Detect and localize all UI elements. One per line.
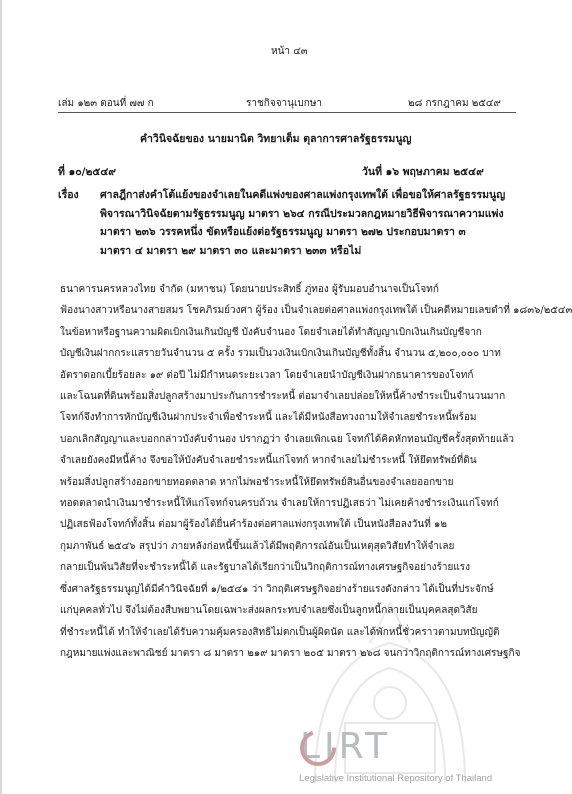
lirt-emblem-icon xyxy=(298,728,338,768)
subject-line: พิจารณาวินิจฉัยตามรัฐธรรมนูญ มาตรา ๒๖๔ กรณีประมวลกฎหมายวิธีพิจารณาความแพ่ง xyxy=(100,207,504,220)
subject-line: ศาลฎีกาส่งคำโต้แย้งของจำเลยในคดีแพ่งของศาลแพ่งกรุงเทพใต้ เพื่อขอให้ศาลรัฐธรรมนูญ xyxy=(100,189,506,201)
document-title: คำวินิจฉัยของ นายมานิต วิทยาเต็ม ตุลาการศาลรัฐธรรมนูญ xyxy=(140,133,412,145)
body-line: พร้อมสิ่งปลูกสร้างออกขายทอดตลาด หากไม่พอชำระหนี้ให้ยึดทรัพย์สินอื่นของจำเลยออกขาย xyxy=(60,476,454,488)
body-line: บัญชีเงินฝากกระแสรายวันจำนวน ๕ ครั้ง รวมเป็นวงเงินเบิกเงินเกินบัญชีทั้งสิ้น จำนวน ๕,๒๐๐,๐๐๐ บาท xyxy=(60,348,501,360)
gazette-date: ๒๘ กรกฎาคม ๒๕๔๙ xyxy=(408,98,501,109)
body-line: บอกเลิกสัญญาและบอกกล่าวบังคับจำนอง ปรากฏว่า จำเลยเพิกเฉย โจทก์ได้คิดหักทอนบัญชีครั้งสุดท้ายแล้ว xyxy=(60,433,515,445)
body-line: ฟ้องนางสาวหรือนางสายสมร โชคภิรมย์วงศา ผู้ร้อง เป็นจำเลยต่อศาลแพ่งกรุงเทพใต้ เป็นคดีหมายเลขดำที่ ๑๘๓๖/๒๕๔๓ xyxy=(60,305,572,317)
body-line: อัตราดอกเบี้ยร้อยละ ๑๙ ต่อปี ไม่มีกำหนดระยะเวลา โดยจำเลยนำบัญชีเงินฝากธนาคารของโจทก์ xyxy=(60,369,474,381)
body-line: และโฉนดที่ดินพร้อมสิ่งปลูกสร้างมาประกันการชำระหนี้ ต่อมาจำเลยปล่อยให้หนี้ค้างชำระเป็นจำนวนมาก xyxy=(60,391,506,403)
body-line: จำเลยยังคงมีหนี้ค้าง จึงขอให้บังคับจำเลยชำระหนี้แก่โจทก์ หากจำเลยไม่ชำระหนี้ ให้ยึดทรัพย์ที่ดิน xyxy=(60,455,477,467)
ruling-date: วันที่ ๑๖ พฤษภาคม ๒๕๔๙ xyxy=(362,166,484,178)
body-line: ซึ่งศาลรัฐธรรมนูญได้มีคำวินิจฉัยที่ ๑/๒๕๔๑ ว่า วิกฤติเศรษฐกิจอย่างร้ายแรงดังกล่าว ได้เป็นที่ประจักษ์ xyxy=(60,583,494,595)
body-line: ธนาคารนครหลวงไทย จำกัด (มหาชน) โดยนายประสิทธิ์ ภู่ทอง ผู้รับมอบอำนาจเป็นโจทก์ xyxy=(60,284,439,295)
body-line: โจทก์จึงทำการหักบัญชีเงินฝากประจำเพื่อชำระหนี้ และได้มีหนังสือทวงถามให้จำเลยชำระหนี้พร้อม xyxy=(60,412,477,424)
body-line: กฎหมายแพ่งและพาณิชย์ มาตรา ๘ มาตรา ๒๑๙ มาตรา ๒๐๕ มาตรา ๒๖๘ จนกว่าวิกฤติการณ์ทางเศรษฐกิจ xyxy=(60,647,521,659)
case-number: ที่ ๑๐/๒๕๔๙ xyxy=(58,166,116,178)
subject-line: มาตรา ๒๓๖ วรรคหนึ่ง ขัดหรือแย้งต่อรัฐธรรมนูญ มาตรา ๒๗๒ ประกอบมาตรา ๓ xyxy=(100,226,466,238)
gazette-name: ราชกิจจานุเบกษา xyxy=(246,98,323,109)
gazette-volume: เล่ม ๑๒๓ ตอนที่ ๗๗ ก xyxy=(58,98,154,109)
header-rule xyxy=(58,112,516,113)
subject-text xyxy=(100,186,520,260)
page-number: หน้า ๔๓ xyxy=(271,46,308,57)
body-line: ทอดตลาดนำเงินมาชำระหนี้ให้แก่โจทก์จนครบถ้วน จำเลยให้การปฏิเสธว่า ไม่เคยค้างชำระเงินแก่โจทก์ xyxy=(60,498,499,510)
body-line: แก่บุคคลทั่วไป จึงไม่ต้องสืบพยานโดยเฉพาะส่งผลกระทบจำเลยซึ่งเป็นลูกหนี้กลายเป็นบุคคลสุดวิสัย xyxy=(60,605,478,617)
subject-label: เรื่อง xyxy=(58,189,79,201)
ruling-body xyxy=(60,279,572,664)
body-line: ที่ชำระหนี้ได้ ทำให้จำเลยได้รับความคุ้มครองสิทธิไม่ตกเป็นผู้ผิดนัด และได้พักหนี้ชั่วคราวตามบทบัญญัติ xyxy=(60,626,500,638)
subject-line: มาตรา ๔ มาตรา ๒๙ มาตรา ๓๐ และมาตรา ๒๓๓ หรือไม่ xyxy=(100,244,362,257)
lirt-caption: Legislative Institutional Repository of Thailand xyxy=(299,773,493,784)
body-line: กลายเป็นพ้นวิสัยที่จะชำระหนี้ได้ และรัฐบาลได้เรียกว่าเป็นวิกฤติการณ์ทางเศรษฐกิจอย่างร้ายแรง xyxy=(60,562,471,574)
lirt-logo-text: LIRT xyxy=(300,726,392,767)
body-line: กุมภาพันธ์ ๒๕๔๖ สรุปว่า ภายหลังก่อหนี้ขึ้นแล้วได้มีพฤติการณ์อันเป็นเหตุสุดวิสัยทำให้จำเลย xyxy=(60,540,455,552)
body-line: ปฏิเสธฟ้องโจทก์ทั้งสิ้น ต่อมาผู้ร้องได้ยื่นคำร้องต่อศาลแพ่งกรุงเทพใต้ เป็นหนังสือลงวันที่ ๑๒ xyxy=(60,519,447,531)
body-line: ในข้อหาหรือฐานความผิดเบิกเงินเกินบัญชี บังคับจำนอง โดยจำเลยได้ทำสัญญาเบิกเงินเกินบัญชีจาก xyxy=(60,326,482,338)
